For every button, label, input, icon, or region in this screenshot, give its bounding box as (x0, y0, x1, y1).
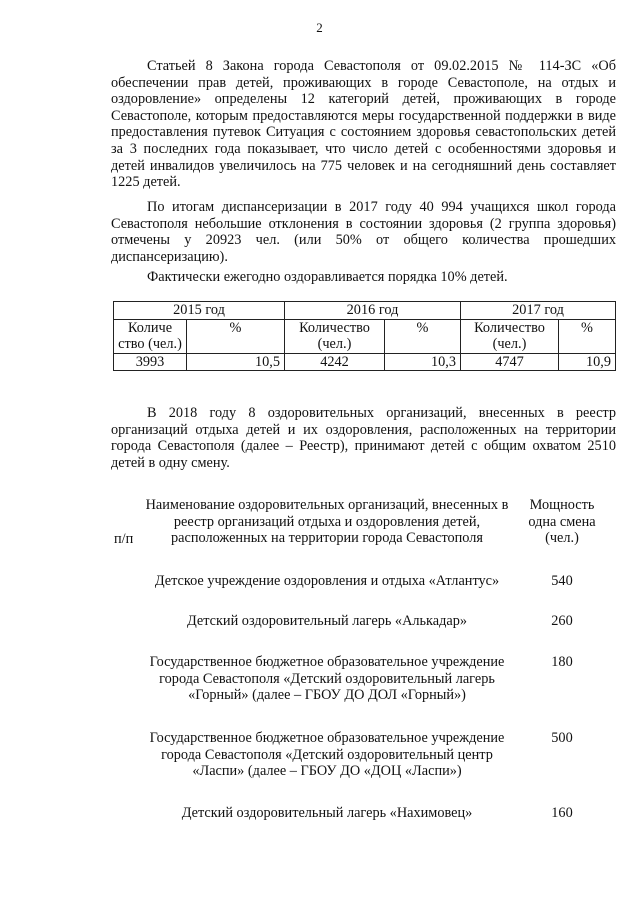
paragraph-law-categories: Статьей 8 Закона города Севастополя от 09.02.2015 № 114-ЗС «Об обеспечении прав детей, проживающих в городе Севастополе, на отдых и оздоровление» определены 12 категорий детей, проживающих в городе Севастополе, которым предоставляются меры государственной поддержки в виде предоставления путевок Ситуация с состоянием здоровья севастопольских детей за 3 последних года показывает, что число детей с особенностями здоровья и детей инвалидов увеличилось на 775 человек и на сегодняшний день составляет 1225 детей. (111, 58, 616, 191)
org-row-name: Детское учреждение оздоровления и отдыха «Атлантус» (154, 573, 500, 589)
pct-header-2015: % (187, 319, 285, 353)
org-row-capacity: 260 (551, 613, 573, 629)
paragraph-dispensarization: По итогам диспансеризации в 2017 году 40 994 учащихся школ города Севастополя небольшие отклонения в состоянии здоровья (2 группа здоровья) отмечены у 20923 чел. (или 50% от общего количества прошедших диспансеризацию). (111, 199, 616, 265)
paragraph-registry: В 2018 году 8 оздоровительных организаций, внесенных в реестр организаций отдыха детей и их оздоровления, расположенных на территории города Севастополя (далее – Реестр), принимают детей с общим охватом 2510 детей в одну смену. (111, 405, 616, 471)
pct-header-2016: % (385, 319, 461, 353)
orgs-header-capacity: Мощность одна смена (чел.) (528, 497, 596, 547)
stats-subheader-row (114, 319, 616, 353)
year-2017: 2017 год (461, 302, 616, 320)
count-2017: 4747 (461, 353, 559, 371)
paragraph-annual-rate: Фактически ежегодно оздоравливается порядка 10% детей. (147, 269, 508, 285)
pct-header-2017: % (559, 319, 616, 353)
orgs-header-pp: п/п (114, 531, 134, 547)
pct-2016: 10,3 (385, 353, 461, 371)
org-row-name: Детский оздоровительный лагерь «Алькадар» (186, 613, 468, 629)
pct-2015: 10,5 (187, 353, 285, 371)
count-2016: 4242 (285, 353, 385, 371)
org-row-name: Детский оздоровительный лагерь «Нахимовец» (181, 805, 473, 821)
count-header-2015: Количе ство (чел.) (114, 319, 187, 353)
stats-table (113, 301, 616, 371)
org-row-capacity: 180 (551, 654, 573, 670)
year-2015: 2015 год (114, 302, 285, 320)
stats-year-row (114, 302, 616, 320)
org-row-name: Государственное бюджетное образовательное учреждение города Севастополя «Детский оздоровительный центр «Ласпи» (далее – ГБОУ ДО «ДОЦ «Ласпи») (149, 730, 505, 780)
orgs-header-name: Наименование оздоровительных организаций, внесенных в реестр организаций отдыха и оздоровления детей, расположенных на территории города Севастополя (145, 497, 509, 547)
year-2016: 2016 год (285, 302, 461, 320)
org-row-capacity: 160 (551, 805, 573, 821)
org-row-capacity: 540 (551, 573, 573, 589)
count-header-2017: Количество (чел.) (461, 319, 559, 353)
org-row-name: Государственное бюджетное образовательное учреждение города Севастополя «Детский оздоровительный лагерь «Горный» (далее – ГБОУ ДО ДОЛ «Горный») (149, 654, 505, 704)
page-number: 2 (316, 20, 323, 35)
pct-2017: 10,9 (559, 353, 616, 371)
count-header-2016: Количество (чел.) (285, 319, 385, 353)
count-2015: 3993 (114, 353, 187, 371)
stats-values-row (114, 353, 616, 371)
org-row-capacity: 500 (551, 730, 573, 746)
